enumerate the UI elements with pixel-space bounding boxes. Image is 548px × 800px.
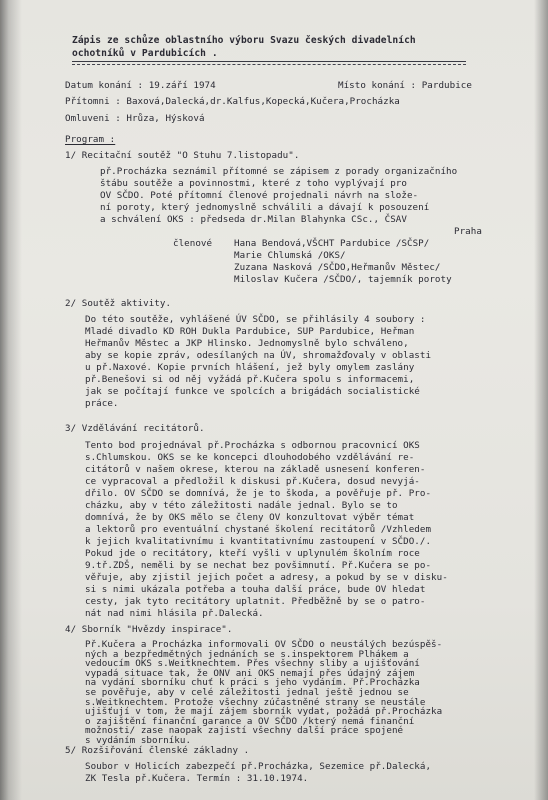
section-4-line: vypadá situace tak, že ONV ani OKS nemají přes údajný zájem [85,667,415,679]
section-4-line: s.Weitknechtem. Protože všechny zúčastněné strany se neustále [85,696,426,708]
section-3-line: věřuje, aby zjistil jejich počet a adresy, a pokud by se v disku- [85,572,448,583]
section-2-line: práce. [85,398,119,409]
section-3-line: k jejich kvalitativnímu i kvantitativnímu zastoupení v SČDO./. [85,536,432,547]
section-3-line: ce vypracoval a předložil k diskusi př.Kučera, dosud nevyjá- [85,476,420,487]
document-title-line-1: Zápis ze schůze oblastního výboru Svazu českých divadelních [72,35,416,46]
section-2-line: u př.Naxové. Kopie prvních hlášení, jež byly omylem zaslány [85,362,415,373]
jury-member: Hana Bendová,VŠCHT Pardubice /SČSP/ [234,238,430,249]
section-3-line: 9.tř.ZDŠ, neměli by se nechat bez povšimnutí. Př.Kučera se po- [85,560,432,571]
section-4-line: možnosti/ zase naopak zajistí všechny další práce spojené [85,725,404,737]
section-2-line: Mladé divadlo KD ROH Dukla Pardubice, SUP Pardubice, Heřman [85,326,415,337]
section-1-line: př.Procházka seznámil přítomné se zápisem z porady organizačního [100,166,458,177]
jury-members-label: členové [173,238,213,249]
section-3-line: dřilo. OV SČDO se domnívá, že je to škoda, a pověřuje př. Pro- [85,488,432,499]
section-1-line: ní poroty, který jednomyslně schválili a dávají k posouzení [100,202,430,213]
section-1-line: štábu soutěže a povinnostmi, které z toho vyplývají pro [100,178,407,189]
section-2-line: Heřmanův Městec a JKP Hlinsko. Jednomyslně bylo schváleno, [85,338,409,349]
section-1-line: OV SČDO. Poté přítomní členové projednali návrh na slože- [100,190,419,201]
program-heading: Program : [65,134,116,145]
section-3-line: citátorů v našem okrese, kterou na základě usnesení konferen- [85,464,426,475]
section-3-line: domnívá, že by OKS mělo se členy OV konzultovat výběr témat [85,512,415,523]
section-2-heading: 2/ Soutěž aktivity. [65,298,172,309]
section-4-line: Př.Kučera a Procházka informovali OV SČDO o neustálých bezúspěš- [85,639,443,650]
attendees-present: Přítomni : Baxová,Dalecká,dr.Kalfus,Kopecká,Kučera,Procházka [65,96,400,107]
section-2-line: Do této soutěže, vyhlášené ÚV SČDO, se přihlásily 4 soubory : [85,314,426,325]
section-2-line: aby se kopie zpráv, odesílaných na ÚV, shromažďovaly v oblasti [85,350,432,361]
section-5-line: ZK Tesla př.Kučera. Termín : 31.10.1974. [85,773,309,784]
section-3-line: Pokud jde o recitátory, kteří vyšli v uplynulém školním roce [85,548,420,559]
section-1-line: a schválení OKS : předseda dr.Milan Blahynka CSc., ČSAV [100,214,407,225]
section-2-line: př.Benešovi si od něj vyžádá př.Kučera spolu s informacemi, [85,374,415,385]
section-3-line: Tento bod projednával př.Procházka s odbornou pracovnicí OKS [85,440,420,451]
section-3-heading: 3/ Vzdělávání recitátorů. [65,423,205,434]
section-5-heading: 5/ Rozšiřování členské základny . [65,745,250,756]
section-3-line: s.Chlumskou. OKS se ke koncepci dlouhodobého vzdělávání re- [85,452,415,463]
section-4-line: s vydáním sborníku. [85,735,192,746]
section-4-line: ujišťují v tom, že mají zájem sborník vydat, požádá př.Procházka [85,706,443,718]
section-4-line: vedoucím OKS s.Weitknechtem. Přes všechny sliby a ujišťování [85,658,420,670]
title-rule-2 [72,64,466,65]
section-4-line: se pověřuje, aby v celé záležitosti jednal ještě jednou se [85,687,409,698]
document-title-line-2: ochotníků v Pardubicích . [72,48,218,59]
jury-member: Zuzana Nasková /SČDO,Heřmanův Městec/ [234,262,441,273]
section-4-line: o zajištění finanční garance a OV SČDO /který nemá finanční [85,715,415,727]
section-3-line: si s nimi ukázala potřeba a touha další práce, bude OV hledat [85,584,426,595]
meeting-date: Datum konání : 19.září 1974 [65,80,216,91]
section-2-line: jak se počítají funkce ve spolcích a brigádách socialistické [85,386,420,397]
section-1-line: Praha [454,226,482,237]
section-3-line: a lektorů pro eventuální chystané školení recitátorů /Vzhledem [85,524,432,535]
section-4-line: ných a bezpředmětných jednáních se s.inspektorem Plhákem a [85,648,409,660]
section-3-line: cesty, jak tyto recitátory uplatnit. Předběžně by se o patro- [85,596,426,607]
section-3-line: cházku, aby v této záležitosti nadále jednal. Bylo se to [85,500,398,511]
section-5-line: Soubor v Holicích zabezpečí př.Procházka, Sezemice př.Dalecká, [85,761,432,772]
section-3-line: nát nad nimi hlásila př.Dalecká. [85,608,264,619]
section-4-heading: 4/ Sborník "Hvězdy inspirace". [65,624,233,635]
section-4-line: na vydání sborníku chuť k práci s jeho vydáním. Př.Procházka [85,677,420,689]
title-rule-1 [72,61,466,62]
meeting-place: Místo konání : Pardubice [338,80,472,91]
attendees-excused: Omluveni : Hrůza, Hýsková [65,113,205,124]
jury-member: Miloslav Kučera /SČDO/, tajemník poroty [234,274,452,285]
jury-member: Marie Chlumská /OKS/ [234,250,346,261]
section-1-heading: 1/ Recitační soutěž "O Stuhu 7.listopadu". [65,150,300,161]
